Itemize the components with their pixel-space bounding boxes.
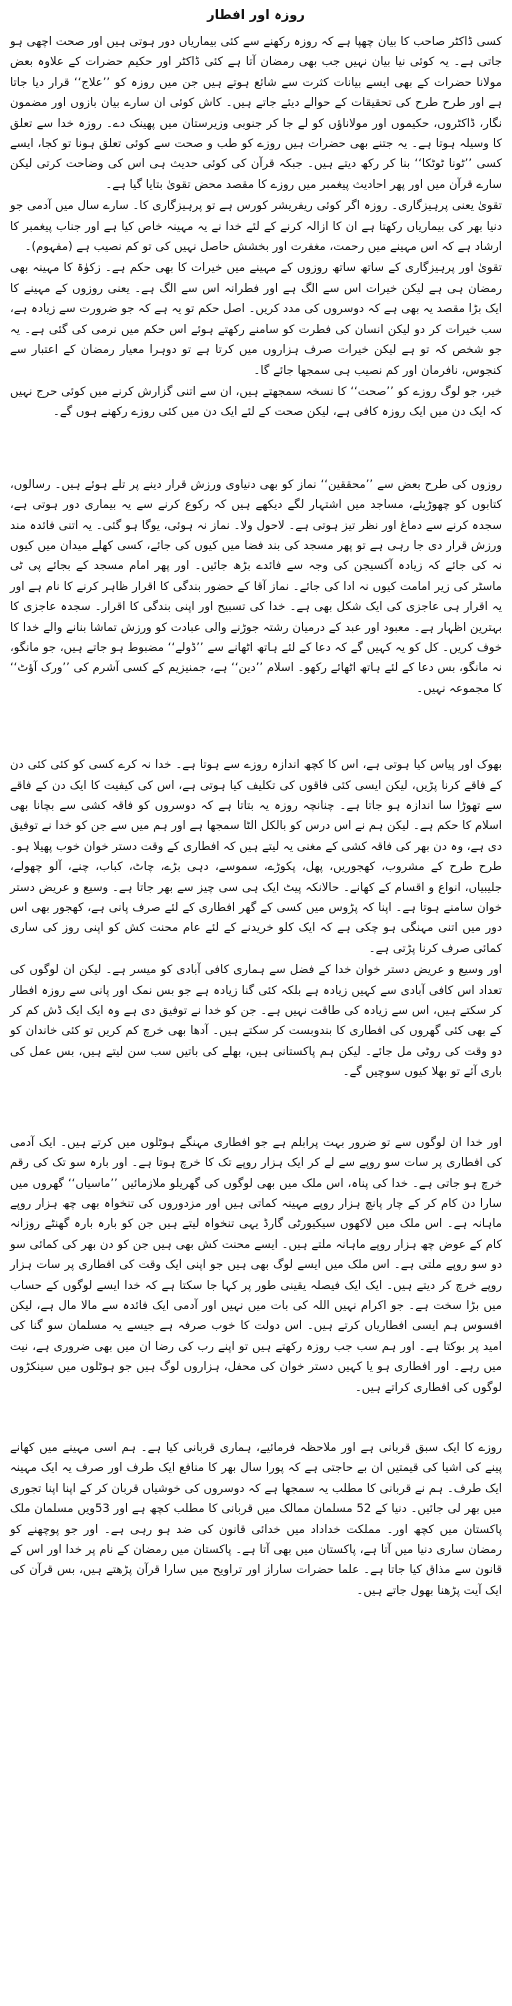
section-spacer [10,1397,502,1437]
section-spacer [10,422,502,474]
paragraph: روزوں کی طرح بعض سے ’’محققین‘‘ نماز کو بھی دنیاوی ورزش قرار دینے پر تلے ہوئے ہیں۔ رسالوں، کتابوں کو چھوڑیئے، مساجد میں اشتہار لگے دیکھے ہیں کہ رکوع کرنے سے یہ بیماری دور ہوتی ہے، سجدہ کرنے سے دماغ اور نظر تیز ہوتی ہے۔ لاحول ولا۔ نماز نہ ہوئی، یوگا ہو گئی۔ یہ اتنی فائدہ مند ورزش قرار دی جا رہی ہے تو پھر مسجد کی بند فضا میں کیوں کی جائے، کسی کھلے میدان میں کیوں نہ کی جائے کہ زیادہ آکسیجن کی وجہ سے فائدے بڑھ جائیں۔ اور پھر امام مسجد کے بجائے پی ٹی ماسٹر کی زیر امامت کیوں نہ ادا کی جائے۔ نماز آقا کے حضور بندگی کا اقرار ظاہر کرنے کا نام ہے اور یہ اقرار ہی عاجزی کی ایک شکل بھی ہے۔ خدا کی تسبیح اور اپنی بندگی کا اقرار۔ سجدہ عاجزی کا بہترین اظہار ہے۔ معبود اور عبد کے درمیان رشتہ جوڑنے والی عبادت کو ورزش تماشا بنانے والے خدا کا خوف کریں۔ کل کو یہ کہیں گے کہ دعا کے لئے ہاتھ اٹھانے سے ’’ڈولے‘‘ مضبوط ہو جاتے ہیں، جو مانگو، نہ مانگو، بس دعا کے لئے ہاتھ اٹھائے رکھو۔ اسلام ’’دین‘‘ ہے، جمنیزیم کے کسی آشرم کی ’’ورک آؤٹ‘‘ کا مجموعہ نہیں۔ [10,476,502,695]
paragraph: بھوک اور پیاس کیا ہوتی ہے، اس کا کچھ اندازہ روزے سے ہوتا ہے۔ خدا نہ کرے کسی کو کئی کئی دن کے فاقے کرنا پڑیں، لیکن ایسی کئی فاقوں کی تکلیف کیا ہوتی ہے، اس کی کیفیت کا ایک دن کے فاقے سے تھوڑا سا اندازہ ہو جاتا ہے۔ چنانچہ روزہ یہ بتاتا ہے کہ دوسروں کو فاقہ کشی سے بچانا بھی اسلام کا حکم ہے۔ لیکن ہم نے اس درس کو بالکل الٹا سمجھا ہے اور ہم میں سے جن کو خدا نے توفیق دی ہے، وہ دن بھر کی فاقہ کشی کے مغنی یہ لیتے ہیں کہ افطاری کے وقت دستر خوان خوب پھیلا ہو۔ طرح طرح کے مشروب، کھجوریں، پھل، پکوڑے، سموسے، دہی بڑے، چاٹ، کباب، چنے، آلو چھولے، جلیبیاں، انواع و اقسام کے کھانے۔ حالانکہ پیٹ ایک ہی سی چیز سے بھر جاتا ہے۔ وسیع و عریض دستر خوان سامنے ہوتا ہے۔ اپنا کہ پڑوس میں کسی کے گھر افطاری کے لئے صرف پانی ہے، کھجور بھی اس دور میں اتنی مہنگی ہو چکی ہے کہ ایک کلو خریدنے کے لئے عام محنت کش کو اپنی روز کی ساری کمائی صرف کرنا پڑتی ہے۔ [10,757,502,955]
column-title: روزہ اور افطار [207,8,305,23]
paragraph: روزے کا ایک سبق قربانی ہے اور ملاحظہ فرمائیے، ہماری قربانی کیا ہے۔ ہم اسی مہینے میں کھانے پینے کی اشیا کی قیمتیں ان بے حاجتی ہے کہ پورا سال بھر کا منافع ایک طرف اور صرف یہ ایک مہینہ ایک طرف۔ ہم نے قربانی کا مطلب یہ سمجھا ہے کہ دوسروں کی خوشیاں قربان کر کے اپنا اپنا تجوری میں بھر لی جائیں۔ دنیا کے 52 مسلمان ممالک میں قربانی کا مطلب کچھ ہے اور 53ویں مسلمان ملک پاکستان میں کچھ اور۔ مملکت خداداد میں خدائی قانون کی ضد ہو رہی ہے۔ اور جو پوچھنے کو رمضان ساری دنیا میں آتا ہے، پاکستان میں بھی آتا ہے۔ پاکستان میں رمضان کے نام پر خدا اور اس کے قانون سے مذاق کیا جاتا ہے۔ علما حضرات ساراز اور تراویح میں سارا قرآن پڑھتے ہیں، بس قرآن کی ایک آیت پڑھنا بھول جاتے ہیں۔ [10,1439,502,1597]
paragraph: کسی ڈاکٹر صاحب کا بیان چھپا ہے کہ روزہ رکھنے سے کئی بیماریاں دور ہوتی ہیں اور صحت اچھی ہو جاتی ہے۔ یہ کوئی نیا بیان نہیں جب بھی رمضان آتا ہے کئی ڈاکٹر اور حکیم حضرات کے علاوہ بعض مولانا حضرات کے بھی ایسے بیانات کثرت سے شائع ہوتے ہیں جن میں روزہ کو ’’علاج‘‘ قرار دیا جاتا ہے اور طرح طرح کی تحقیقات کے حوالے دیئے جاتے ہیں۔ کاش کوئی ان سارے بیان بازوں اور مضمون نگار، ڈاکٹروں، حکیموں اور مولاناؤں کو لے جا کر جنوبی وزیرستان میں پھینک دے۔ روزہ خدا سے تعلق کا وسیلہ ہوتا ہے۔ یہ جتنے بھی حضرات ہیں روزے کو طب و صحت سے کوئی تعلق ہونا تو کجا، ایسے کسی ’’ٹونا ٹوٹکا‘‘ بنا کر رکھ دیتے ہیں۔ جبکہ قرآن کی کوئی حدیث ہی اس کی وضاحت کرتی لیکن سارے قرآن میں اور پھر احادیث پیغمبر میں روزے کا مقصد محض تقویٰ بتایا گیا ہے۔ [10,34,502,191]
section-hotel-iftar [10,1132,502,1397]
section-prayer-exercise [10,474,502,698]
paragraph: خیر، جو لوگ روزے کو ’’صحت‘‘ کا نسخہ سمجھتے ہیں، ان سے اتنی گزارش کرنے میں کوئی حرج نہیں کہ ایک دن میں ایک روزہ کافی ہے، لیکن صحت کے لئے ایک دن میں کئی روزے رکھنے ہوں گے۔ [10,383,502,419]
section-hunger-iftar [10,754,502,1082]
section-fasting-health [10,31,502,422]
paragraph: اور وسیع و عریض دستر خوان خدا کے فضل سے ہماری کافی آبادی کو میسر ہے۔ لیکن ان لوگوں کی تعداد اس کافی آبادی سے کہیں زیادہ ہے بلکہ کئی گنا زیادہ ہے جو بس نمک اور پانی سے روزہ افطار کر سکتے ہیں، اس سے زیادہ کی طاقت نہیں ہے۔ جن کو خدا نے توفیق دی ہے وہ ایک ایک ڈش کم کر کے بھی کئی گھروں کی افطاری کا بندوبست کر سکتے ہیں۔ آدھا بھی خرچ کم کریں تو کئی خاندان کو دو وقت کی روٹی مل جائے۔ لیکن ہم پاکستانی ہیں، بھلے کی باتیں سب سن لیتے ہیں، بس عمل کی باری آئے تو بھلا کیوں سوچیں گے۔ [10,962,502,1079]
paragraph: تقویٰ اور پرہیزگاری کے ساتھ ساتھ روزوں کے مہینے میں خیرات کا بھی حکم ہے۔ زکوٰۃ کا مہینہ بھی رمضان ہی ہے لیکن خیرات اس سے الگ ہے اور فطرانہ اس سے الگ ہے۔ یعنی روزوں کے مہینے کا ایک بڑا مقصد یہ بھی ہے کہ دوسروں کی مدد کریں۔ اصل حکم تو یہ ہے کہ جو ضرورت سے زیادہ ہے، سب خیرات کر دو لیکن انسان کی فطرت کو سامنے رکھتے ہوئے اس حکم میں نرمی کی گئی ہے۔ یہ جو شخص کہ تو ہے لیکن خیرات صرف ہزاروں میں کرتا ہے تو دوہرا معیار رمضان کے اعتبار سے کنجوس، نافرمان اور کم نصیب ہی سمجھا جائے گا۔ [10,260,502,377]
section-sacrifice [10,1437,502,1600]
section-spacer [10,1082,502,1132]
paragraph: اور خدا ان لوگوں سے تو ضرور بہت پرابلم ہے جو افطاری مہنگے ہوٹلوں میں کرتے ہیں۔ ایک آدمی کی افطاری پر سات سو روپے سے لے کر ایک ہزار روپے تک کا خرچ ہوتا ہے۔ اور بارہ سو تک کی رقم خرچ ہو جاتی ہے۔ خدا کی پناہ، اس ملک میں بھی لوگوں کی گھریلو ملازمائیں ’’ماسیاں‘‘ گھروں میں سارا دن کام کر کے چار پانچ ہزار روپے مہینہ کماتی ہیں اور مزدوروں کی تنخواہ بھی چھ ہزار روپے ماہانہ ہے۔ اس ملک میں لاکھوں سیکیورٹی گارڈ یہی تنخواہ لیتے ہیں جن کو بارہ بارہ گھنٹے روزانہ کام کے عوض چھ ہزار روپے ماہانہ ملتے ہیں۔ ایسے محنت کش بھی ہیں جن کو دن بھر کی کمائی سو دو سو روپے ملتی ہے۔ اس ملک میں ایسے لوگ بھی ہیں جو اپنی ایک وقت کی افطاری پر سات ہزار روپے خرچ کر دیتے ہیں۔ ایک ایک فیصلہ یقینی طور پر کہا جا سکتا ہے کہ خدا ایسے لوگوں کے حساب میں بڑا سخت ہے۔ جو اکرام نہیں اللہ کی بات میں نہیں اور آدمی ایک فائدہ سے مالا مال ہے، لیکن افسوس ہم ایسی افطاریاں کرتے ہیں۔ اس دولت کا خوب صرفہ ہے جیسے یہ مسلمان سو گنا کی امید پر بوکتا ہے۔ اور ہم سب جب روزہ رکھتے ہیں تو اپنے رب کی رضا ان میں بھی ضروری ہے، نیت میں رہے۔ اور افطاری ہو یا کہیں دستر خوان کی محفل، ہزاروں لوگ ہیں جو ہوٹلوں میں سینکڑوں لوگوں کی افطاری کراتے ہیں۔ [10,1134,502,1394]
paragraph: تقویٰ یعنی پرہیزگاری۔ روزہ اگر کوئی ریفریشر کورس ہے تو پرہیزگاری کا۔ سارے سال میں آدمی جو دنیا بھر کی بیماریاں رکھتا ہے ان کا ازالہ کرنے کے لئے خدا نے یہ مہینہ خاص کیا ہے اور جناب پیغمبر کا ارشاد ہے کہ اس مہینے میں رحمت، مغفرت اور بخشش حاصل نہیں کی تو کم نصیب ہے (مفہوم)۔ [10,198,502,254]
section-spacer [10,698,502,754]
